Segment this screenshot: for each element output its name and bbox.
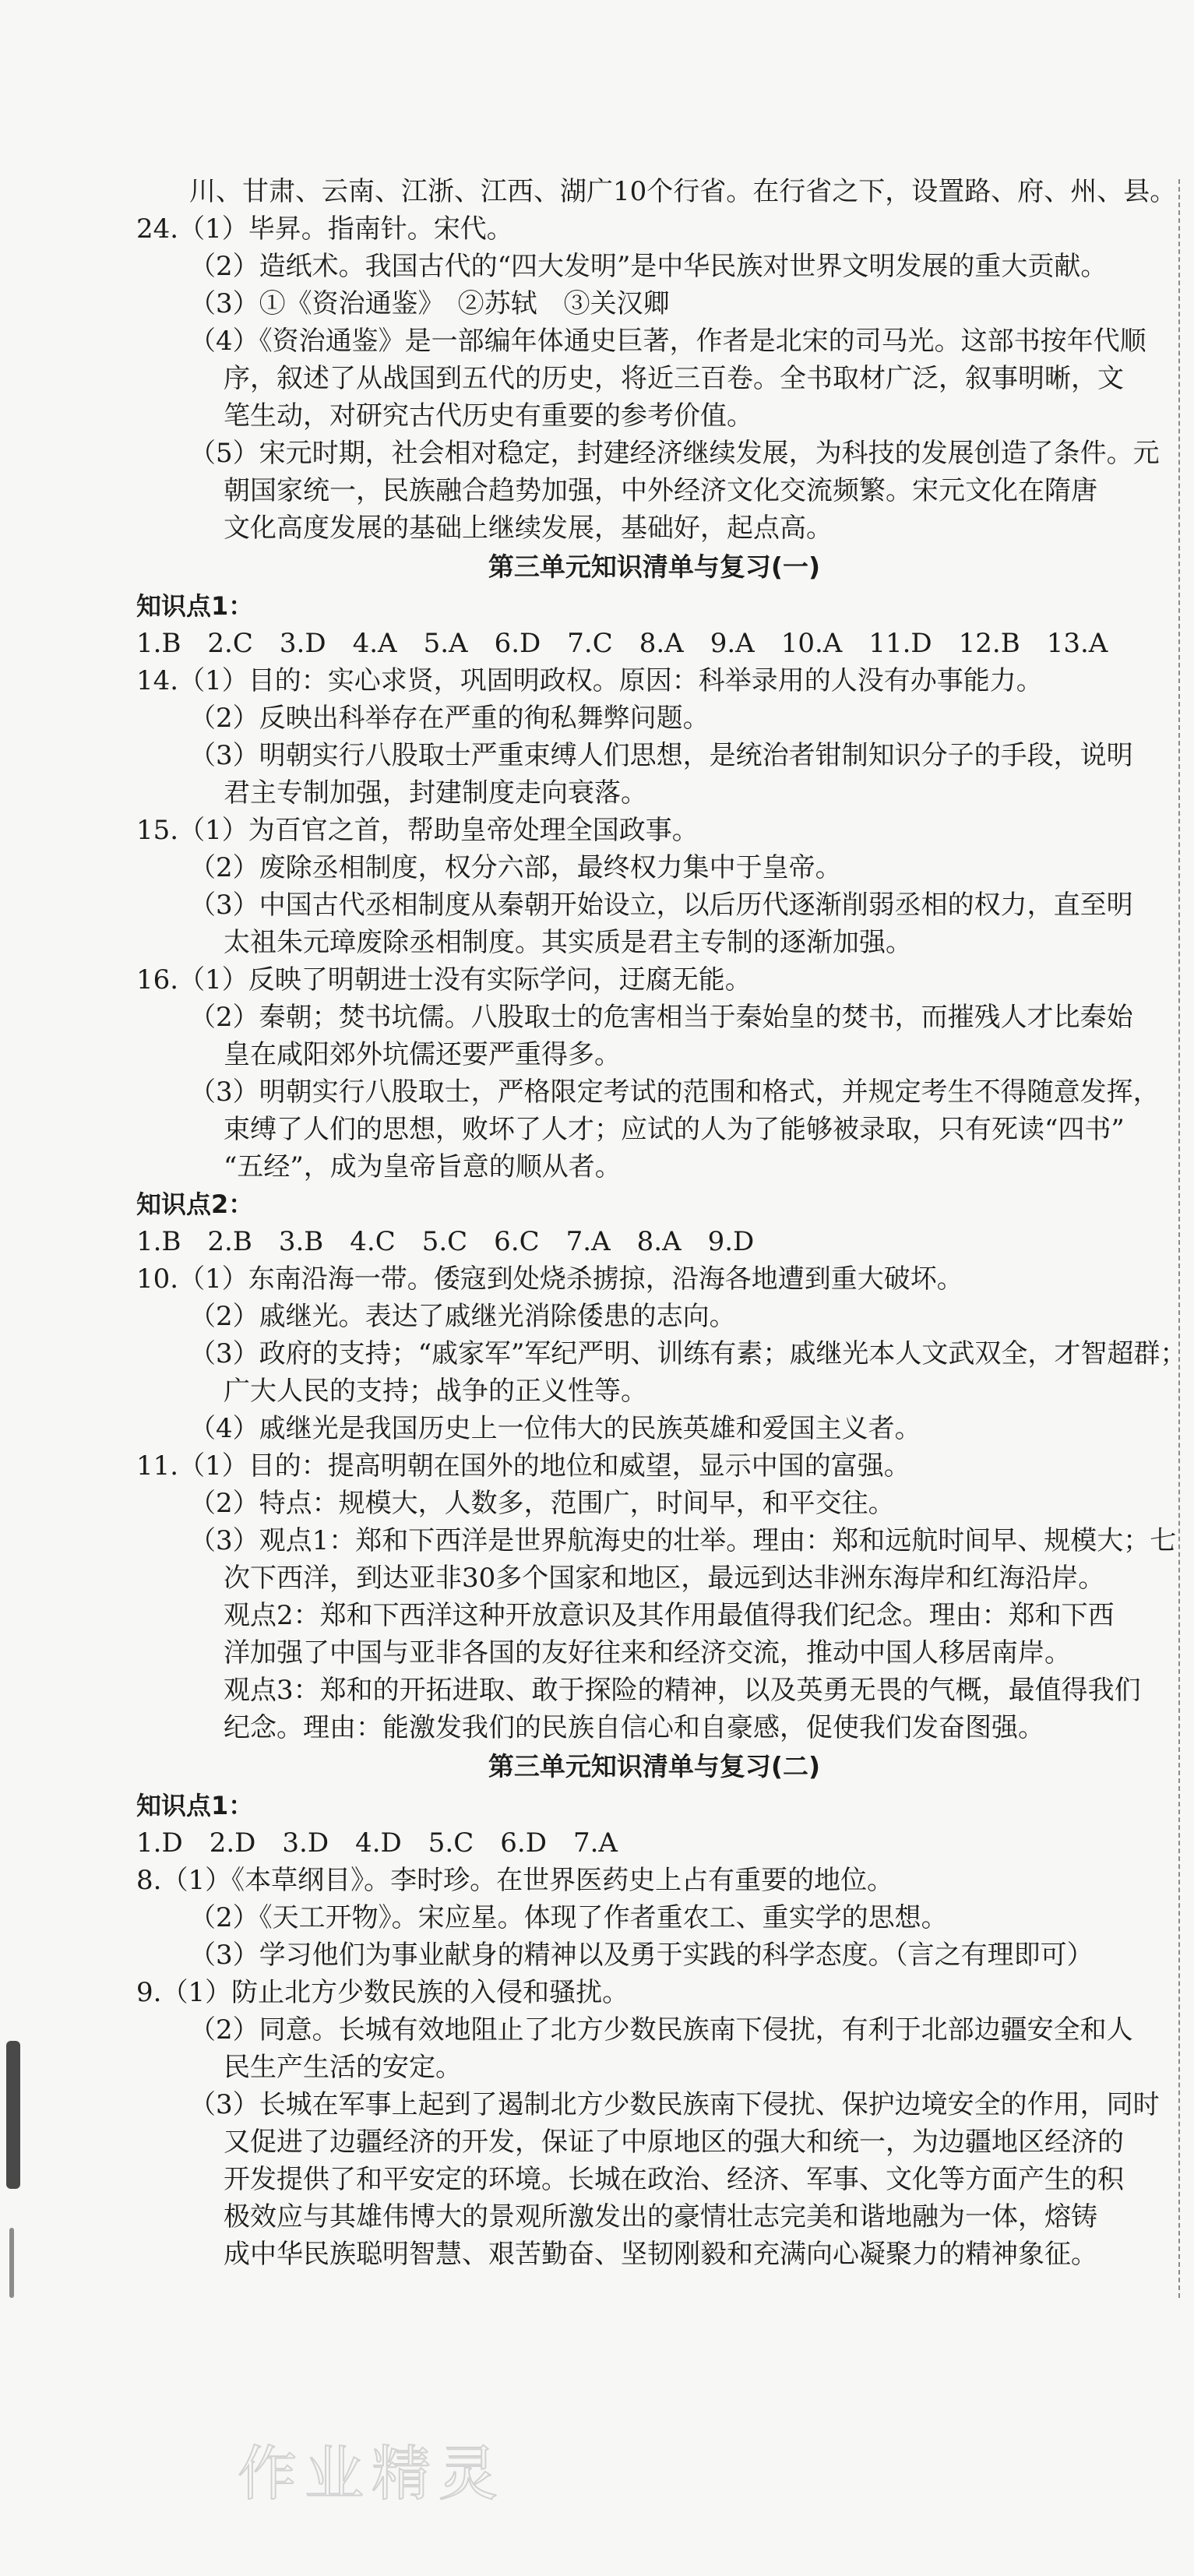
answer-line: （2）《天工开物》。宋应星。体现了作者重农工、重实学的思想。 [189,1902,948,1933]
answer-line: 24.（1）毕昇。指南针。宋代。 [136,213,513,245]
answer-line: 观点3：郑和的开拓进取、敢于探险的精神，以及英勇无畏的气概，最值得我们 [224,1675,1141,1706]
answer-line: 又促进了边疆经济的开发，保证了中原地区的强大和统一，为边疆地区经济的 [224,2127,1124,2158]
answer-line: （3）长城在军事上起到了遏制北方少数民族南下侵扰、保护边境安全的作用，同时 [189,2089,1160,2120]
answer-line: （2）反映出科举存在严重的徇私舞弊问题。 [189,703,710,734]
knowledge-point-label: 知识点1： [136,1791,254,1820]
watermark: 作业精灵 [238,2439,505,2508]
answer-text-block [136,173,1187,2273]
answer-line: （3）政府的支持；“戚家军”军纪严明、训练有素；戚继光本人文武双全，才智超群； [189,1338,1187,1369]
answer-line: 10.（1）东南沿海一带。倭寇到处烧杀掳掠，沿海各地遭到重大破坏。 [136,1263,963,1295]
answer-line: 观点2：郑和下西洋这种开放意识及其作用最值得我们纪念。理由：郑和下西 [224,1600,1115,1631]
answer-line: 君主专制加强，封建制度走向衰落。 [224,777,647,809]
knowledge-point-label: 知识点1： [136,591,254,621]
answer-line: 16.（1）反映了明朝进士没有实际学问，迂腐无能。 [136,964,752,996]
answer-line: 笔生动，对研究古代历史有重要的参考价值。 [224,400,753,432]
answer-line: 束缚了人们的思想，败坏了人才；应试的人为了能够被录取，只有死读“四书” [224,1114,1125,1145]
answer-line: （2）秦朝；焚书坑儒。八股取士的危害相当于秦始皇的焚书，而摧残人才比秦始 [189,1002,1133,1033]
answer-line: 11.（1）目的：提高明朝在国外的地位和威望，显示中国的富强。 [136,1450,910,1482]
answer-line: 川、甘肃、云南、江浙、江西、湖广10个行省。在行省之下，设置路、府、州、县。 [189,176,1177,207]
answer-line: “五经”，成为皇帝旨意的顺从者。 [224,1151,622,1182]
section-heading: 第三单元知识清单与复习(二) [488,1751,821,1781]
answer-line: （2）废除丞相制度，权分六部，最终权力集中于皇帝。 [189,852,842,883]
answer-line: 广大人民的支持；战争的正义性等。 [224,1376,647,1407]
answer-line: （3）中国古代丞相制度从秦朝开始设立，以后历代逐渐削弱丞相的权力，直至明 [189,890,1133,921]
answer-line: 成中华民族聪明智慧、艰苦勤奋、坚韧刚毅和充满向心凝聚力的精神象征。 [224,2239,1097,2270]
answer-line: 民生产生活的安定。 [224,2052,462,2083]
answer-line: 文化高度发展的基础上继续发展，基础好，起点高。 [224,513,833,544]
answer-line: 1.B 2.B 3.B 4.C 5.C 6.C 7.A 8.A 9.D [136,1226,755,1257]
answer-line: 14.（1）目的：实心求贤，巩固明政权。原因：科举录用的人没有办事能力。 [136,665,1043,696]
answer-line: （3）明朝实行八股取士，严格限定考试的范围和格式，并规定考生不得随意发挥， [189,1077,1160,1108]
answer-line: （3）观点1：郑和下西洋是世界航海史的壮举。理由：郑和远航时间早、规模大；七 [189,1525,1177,1556]
answer-line: （5）宋元时期，社会相对稳定，封建经济继续发展，为科技的发展创造了条件。元 [189,438,1160,469]
answer-line: （3）明朝实行八股取士严重束缚人们思想，是统治者钳制知识分子的手段，说明 [189,740,1133,771]
answer-line: 8.（1）《本草纲目》。李时珍。在世界医药史上占有重要的地位。 [136,1865,894,1896]
answer-line: 皇在咸阳郊外坑儒还要严重得多。 [224,1039,621,1070]
answer-line: （3）①《资治通鉴》 ②苏轼 ③关汉卿 [189,288,670,319]
answer-line: 1.D 2.D 3.D 4.D 5.C 6.D 7.A [136,1827,618,1859]
answer-line: （4）《资治通鉴》是一部编年体通史巨著，作者是北宋的司马光。这部书按年代顺 [189,326,1146,357]
answer-line: （3）学习他们为事业献身的精神以及勇于实践的科学态度。（言之有理即可） [189,1940,1094,1971]
answer-line: 1.B 2.C 3.D 4.A 5.A 6.D 7.C 8.A 9.A 10.A 11.D 12.B 13.A [136,628,1108,659]
answer-line: 太祖朱元璋废除丞相制度。其实质是君主专制的逐渐加强。 [224,927,912,958]
knowledge-point-label: 知识点2： [136,1189,254,1219]
answer-line: 次下西洋，到达亚非30多个国家和地区，最远到达非洲东海岸和红海沿岸。 [224,1563,1105,1594]
scan-edge-mark-small [9,2228,14,2298]
answer-line: 开发提供了和平安定的环境。长城在政治、经济、军事、文化等方面产生的积 [224,2164,1124,2195]
answer-line: （2）同意。长城有效地阻止了北方少数民族南下侵扰，有利于北部边疆安全和人 [189,2014,1133,2046]
answer-line: （2）特点：规模大，人数多，范围广，时间早，和平交往。 [189,1488,895,1519]
answer-line: （4）戚继光是我国历史上一位伟大的民族英雄和爱国主义者。 [189,1413,921,1444]
answer-line: （2）戚继光。表达了戚继光消除倭患的志向。 [189,1301,736,1332]
section-heading: 第三单元知识清单与复习(一) [488,551,821,582]
answer-line: 9.（1）防止北方少数民族的入侵和骚扰。 [136,1977,629,2008]
answer-line: 15.（1）为百官之首，帮助皇帝处理全国政事。 [136,815,699,846]
answer-line: 朝国家统一，民族融合趋势加强，中外经济文化交流频繁。宋元文化在隋唐 [224,475,1097,506]
answer-line: 纪念。理由：能激发我们的民族自信心和自豪感，促使我们发奋图强。 [224,1712,1044,1743]
column-divider [1178,179,1180,2298]
answer-line: 序，叙述了从战国到五代的历史，将近三百卷。全书取材广泛，叙事明晰，文 [224,363,1124,394]
answer-line: 洋加强了中国与亚非各国的友好往来和经济交流，推动中国人移居南岸。 [224,1637,1071,1669]
scan-edge-mark [6,2041,20,2189]
answer-line: 极效应与其雄伟博大的景观所激发出的豪情壮志完美和谐地融为一体，熔铸 [224,2201,1097,2232]
answer-line: （2）造纸术。我国古代的“四大发明”是中华民族对世界文明发展的重大贡献。 [189,251,1108,282]
